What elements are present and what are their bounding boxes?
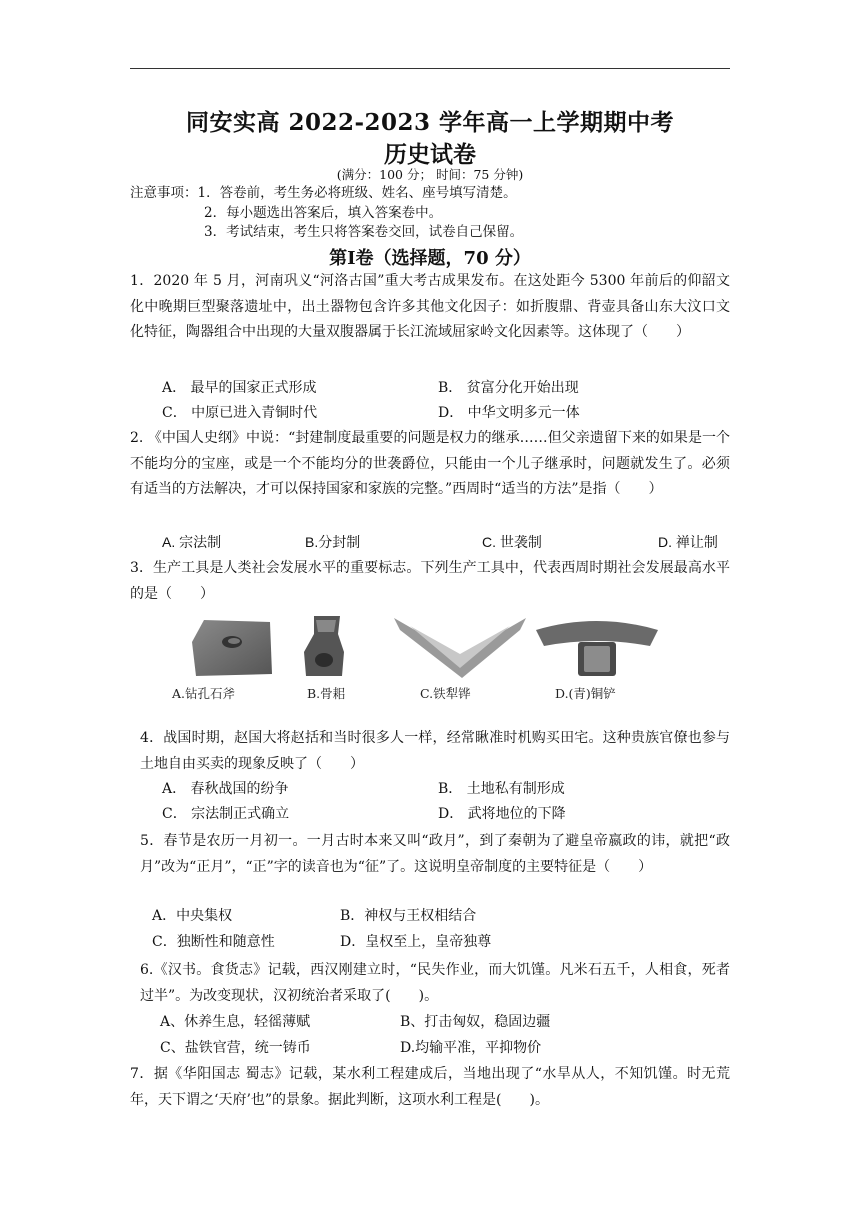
option-d: D. 禅让制 [658, 534, 718, 550]
option-d: D．皇权至上，皇帝独尊 [340, 934, 492, 950]
question-text: 5．春节是农历一月初一。一月古时本来又叫“政月”，到了秦朝为了避皇帝嬴政的讳，就把“政月”改为“正月”，“正”字的读音也为“征”了。这说明皇帝制度的主要特征是（ ） [140, 833, 730, 875]
question-text: 4．战国时期，赵国大将赵括和当时很多人一样，经常瞅准时机购买田宅。这种贵族官僚也参与土地自由买卖的现象反映了（ ） [140, 730, 730, 772]
question-3 [130, 556, 730, 607]
instruction-item: 3．考试结束，考生只将答案卷交回，试卷自己保留。 [204, 224, 524, 240]
top-rule [130, 68, 730, 69]
option-d: D． 中华文明多元一体 [438, 405, 580, 421]
instruction-item: 2．每小题选出答案后，填入答案卷中。 [204, 204, 443, 221]
question-text: 3．生产工具是人类社会发展水平的重要标志。下列生产工具中，代表西周时期社会发展最高水平的是（ ） [130, 560, 730, 602]
question-1 [130, 269, 730, 346]
option-c: C、盐铁官营，统一铸币 [160, 1040, 311, 1056]
option-c: C．独断性和随意性 [152, 934, 275, 950]
question-6 [130, 958, 730, 1009]
question-4 [130, 726, 730, 777]
option-a: A. 宗法制 [162, 534, 222, 550]
option-a: A．中央集权 [152, 908, 233, 924]
figure-caption: C.铁犁铧 [420, 686, 471, 701]
option-a: A． 最早的国家正式形成 [162, 380, 317, 396]
option-b: B． 土地私有制形成 [438, 781, 565, 797]
section-title: 第Ⅰ卷（选择题，70 分） [329, 248, 531, 269]
option-c: C． 宗法制正式确立 [162, 806, 290, 822]
question-5 [130, 829, 730, 880]
option-c: C． 中原已进入青铜时代 [162, 405, 318, 421]
option-b: B． 贫富分化开始出现 [438, 380, 579, 396]
question-2 [130, 426, 730, 503]
option-b: B、打击匈奴，稳固边疆 [400, 1014, 551, 1030]
exam-title: 同安实高 2022-2023 学年高一上学期期中考 [185, 109, 675, 136]
option-d: D.均输平准，平抑物价 [400, 1040, 542, 1056]
option-b: B.分封制 [305, 534, 361, 550]
question-text: 2. 《中国人史纲》中说：“封建制度最重要的问题是权力的继承……但父亲遗留下来的如果是一个不能均分的宝座，或是一个不能均分的世袭爵位，只能由一个儿子继承时，问题就发生了。必须有适当的方法解决，才可以保持国家和家族的完整。”西周时“适当的方法”是指（ ） [130, 430, 730, 497]
instruction-line [130, 223, 523, 243]
option-d: D． 武将地位的下降 [438, 806, 566, 822]
option-a: A、休养生息，轻徭薄赋 [160, 1014, 311, 1030]
exam-subject: 历史试卷 [384, 141, 476, 168]
instructions [130, 184, 523, 243]
question-7 [130, 1062, 730, 1113]
instructions-label: 注意事项： [130, 185, 198, 201]
question-text: 7．据《华阳国志 蜀志》记载，某水利工程建成后，当地出现了“水旱从人，不知饥馑。时无荒年，天下谓之‘天府’也”的景象。据此判断，这项水利工程是( )。 [130, 1066, 730, 1108]
figure-caption: B.骨耜 [307, 686, 346, 701]
instruction-item: 1．答卷前，考生务必将班级、姓名、座号填写清楚。 [197, 185, 517, 201]
exam-score-time: (满分：100 分； 时间：75 分钟) [336, 167, 524, 182]
tool-images [162, 612, 682, 708]
option-a: A． 春秋战国的纷争 [162, 781, 289, 797]
question-text: 1．2020 年 5 月，河南巩义“河洛古国”重大考古成果发布。在这处距今 5300 年前后的仰韶文化中晚期巨型聚落遗址中，出土器物包含许多其他文化因子：如折腹鼎、背壶具备山东大汶口文化特征，陶器组合中出现的大量双腹器属于长江流域屈家岭文化因素等。这体现了（ ） [130, 273, 730, 340]
instruction-line [130, 184, 523, 204]
figure-caption: A.钻孔石斧 [172, 686, 236, 701]
question-text: 6.《汉书。食货志》记载，西汉刚建立时，“民失作业，而大饥馑。凡米石五千，人相食，死者过半”。为改变现状，汉初统治者采取了( )。 [140, 962, 730, 1004]
option-b: B．神权与王权相结合 [340, 908, 477, 924]
figure-caption: D.(青)铜铲 [555, 686, 616, 701]
option-c: C. 世袭制 [482, 534, 542, 550]
instruction-line [130, 204, 523, 224]
